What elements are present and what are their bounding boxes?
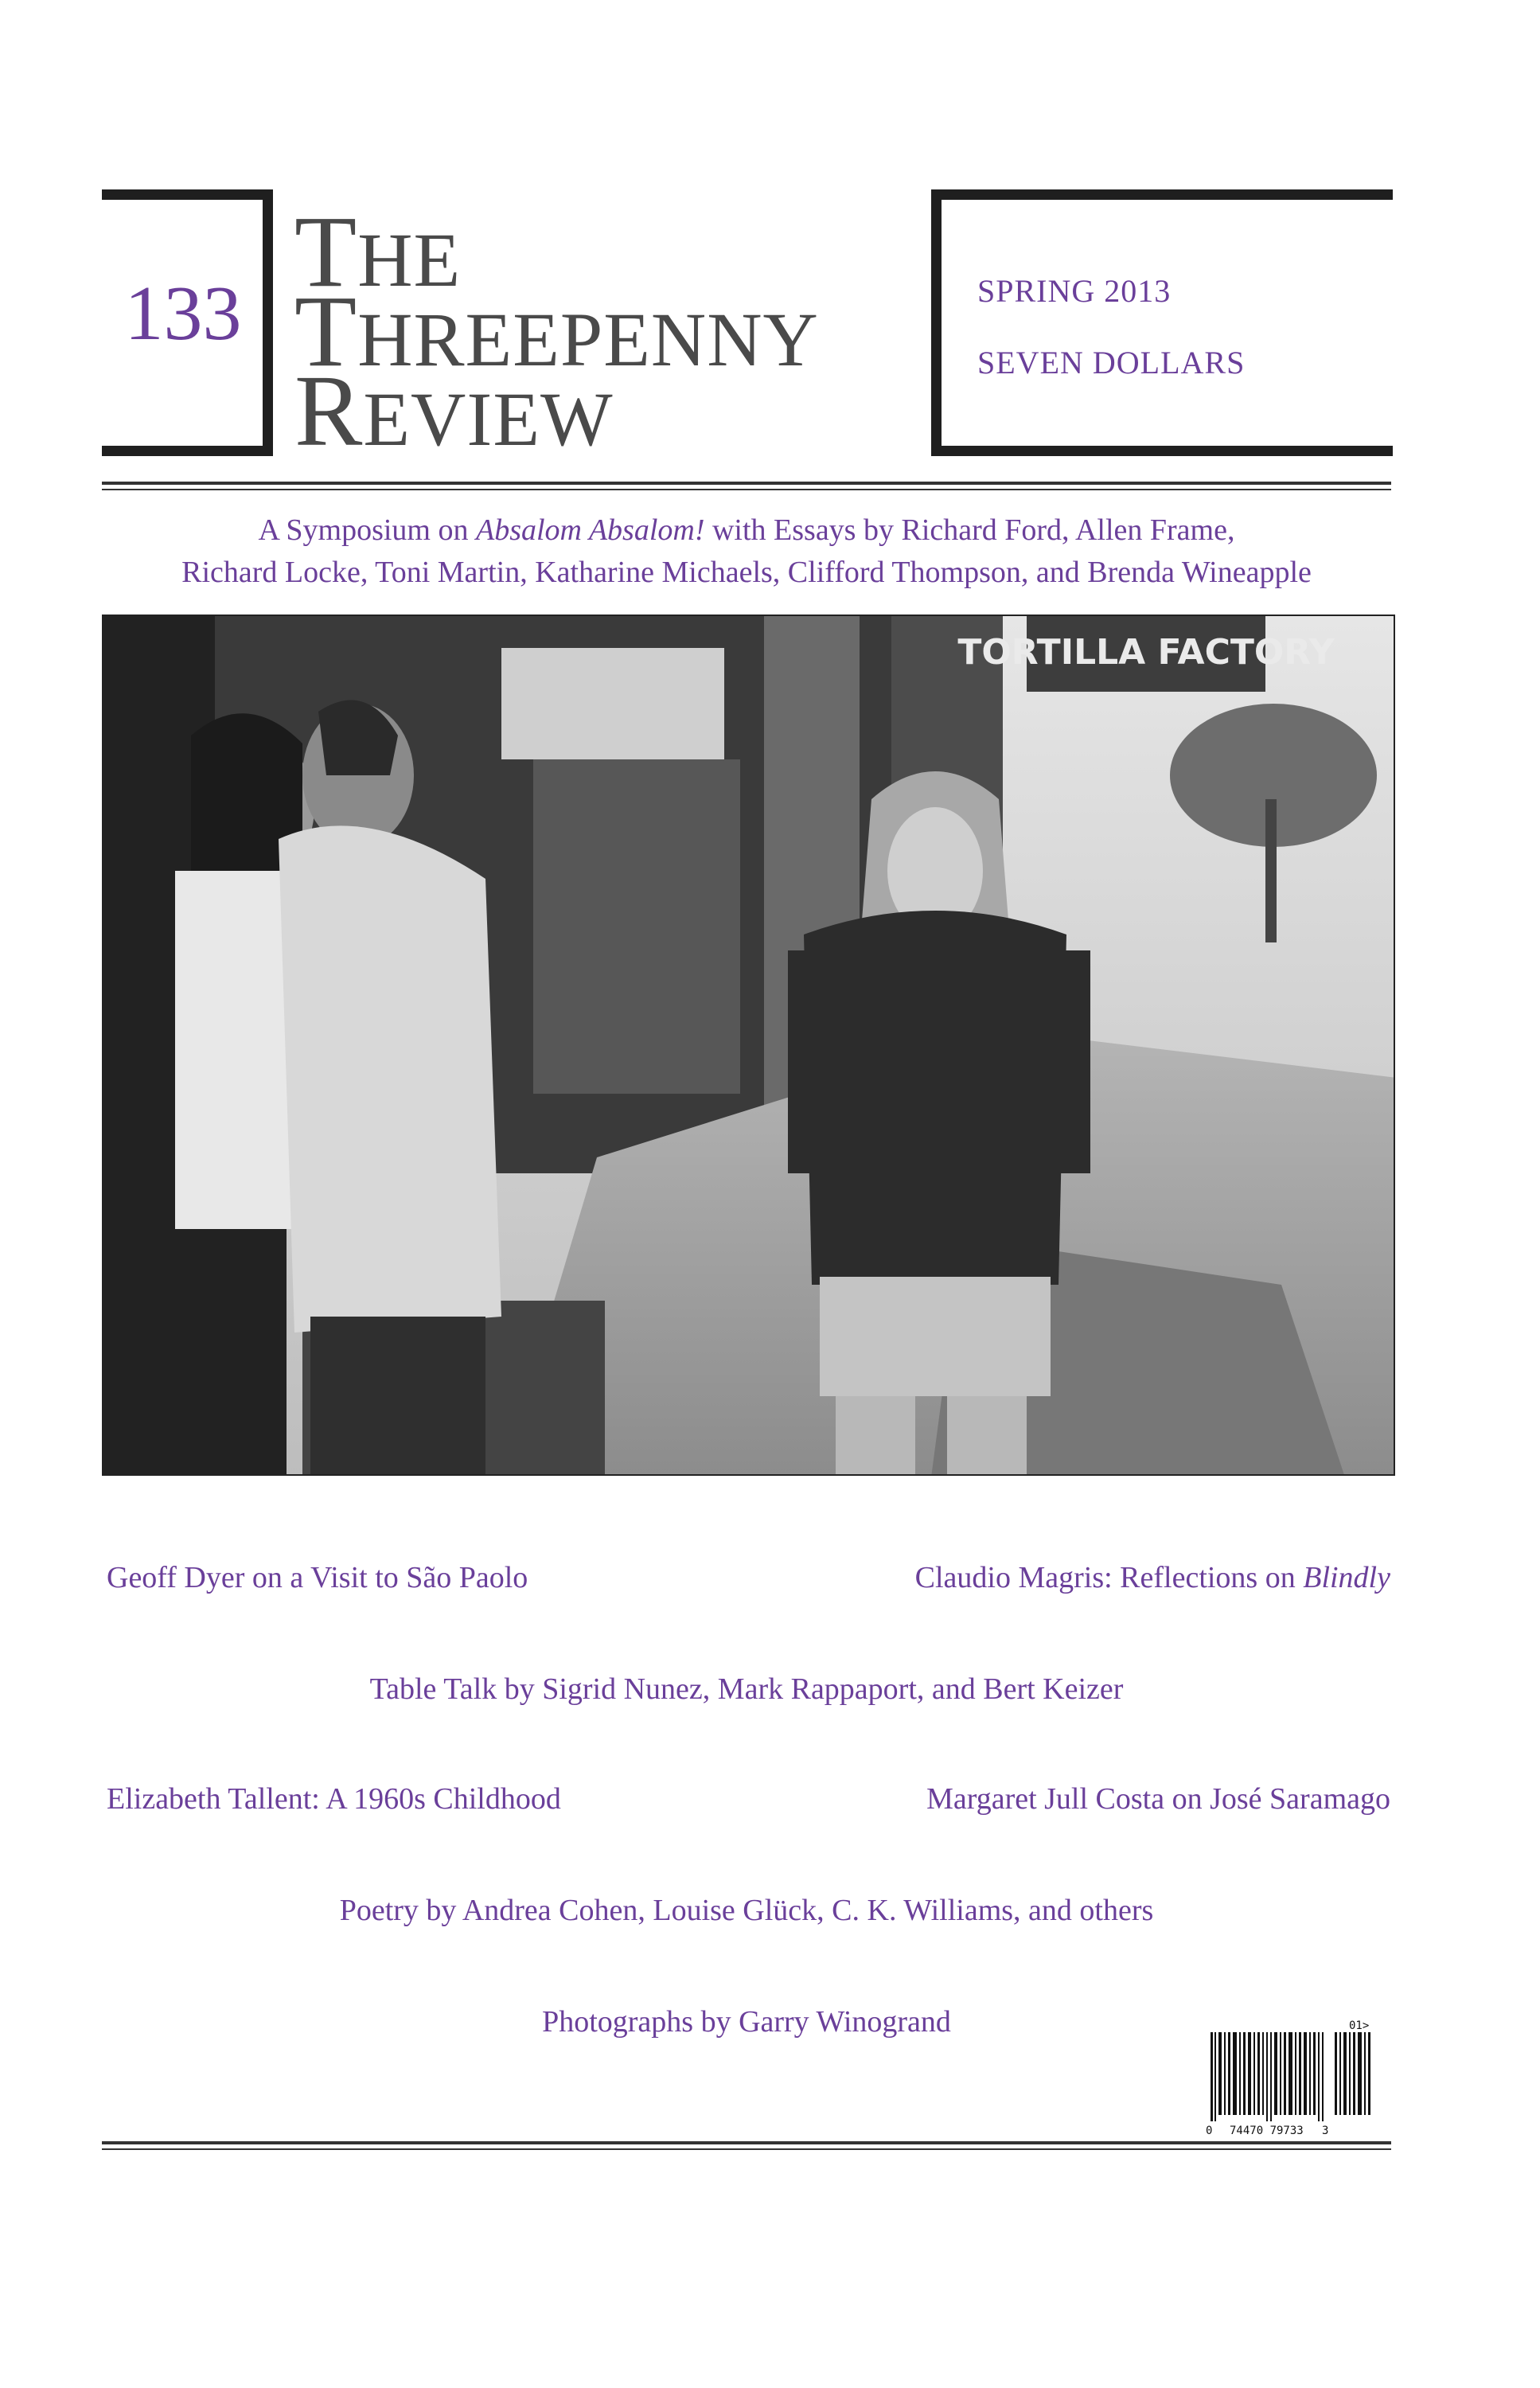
barcode-supplement: 01> [1349,2019,1370,2032]
barcode-digits: 74470 79733 [1230,2125,1304,2137]
cover-photograph [102,615,1395,1476]
top-rule-thin [102,489,1391,490]
contents-tallent: Elizabeth Tallent: A 1960s Childhood [107,1782,561,1816]
barcode-left-digit: 0 [1206,2125,1213,2137]
photo-illustration [103,616,1395,1476]
price-label: SEVEN DOLLARS [977,345,1246,380]
masthead-right-bracket [931,189,1393,456]
symposium-line-1: A Symposium on Absalom Absalom! with Essays by Richard Ford, Allen Frame, [258,513,1235,547]
barcode [1206,2018,1389,2137]
contents-photographs: Photographs by Garry Winogrand [542,2005,951,2039]
title-line-review: REVIEW [294,354,614,467]
tortilla-factory-sign: TORTILLA FACTORY [957,632,1335,673]
top-rule [102,482,1391,485]
bottom-rule-thin [102,2148,1391,2150]
contents-poetry: Poetry by Andrea Cohen, Louise Glück, C. K. Williams, and others [339,1894,1154,1927]
contents-costa: Margaret Jull Costa on José Saramago [926,1782,1390,1816]
season-label: SPRING 2013 [977,273,1172,309]
bottom-rule [102,2141,1391,2144]
barcode-right-digit: 3 [1322,2125,1329,2137]
symposium-line-2: Richard Locke, Toni Martin, Katharine Michaels, Clifford Thompson, and Brenda Wineapple [181,556,1312,589]
issue-number: 133 [124,271,242,357]
contents-table-talk: Table Talk by Sigrid Nunez, Mark Rappaport, and Bert Keizer [369,1672,1124,1706]
barcode-graphic [1206,2018,1389,2137]
contents-magris: Claudio Magris: Reflections on Blindly [914,1561,1390,1594]
title-line-the: THE [294,195,462,308]
contents-dyer: Geoff Dyer on a Visit to São Paolo [107,1561,528,1594]
title-line-threepenny: THREEPENNY [294,275,819,388]
